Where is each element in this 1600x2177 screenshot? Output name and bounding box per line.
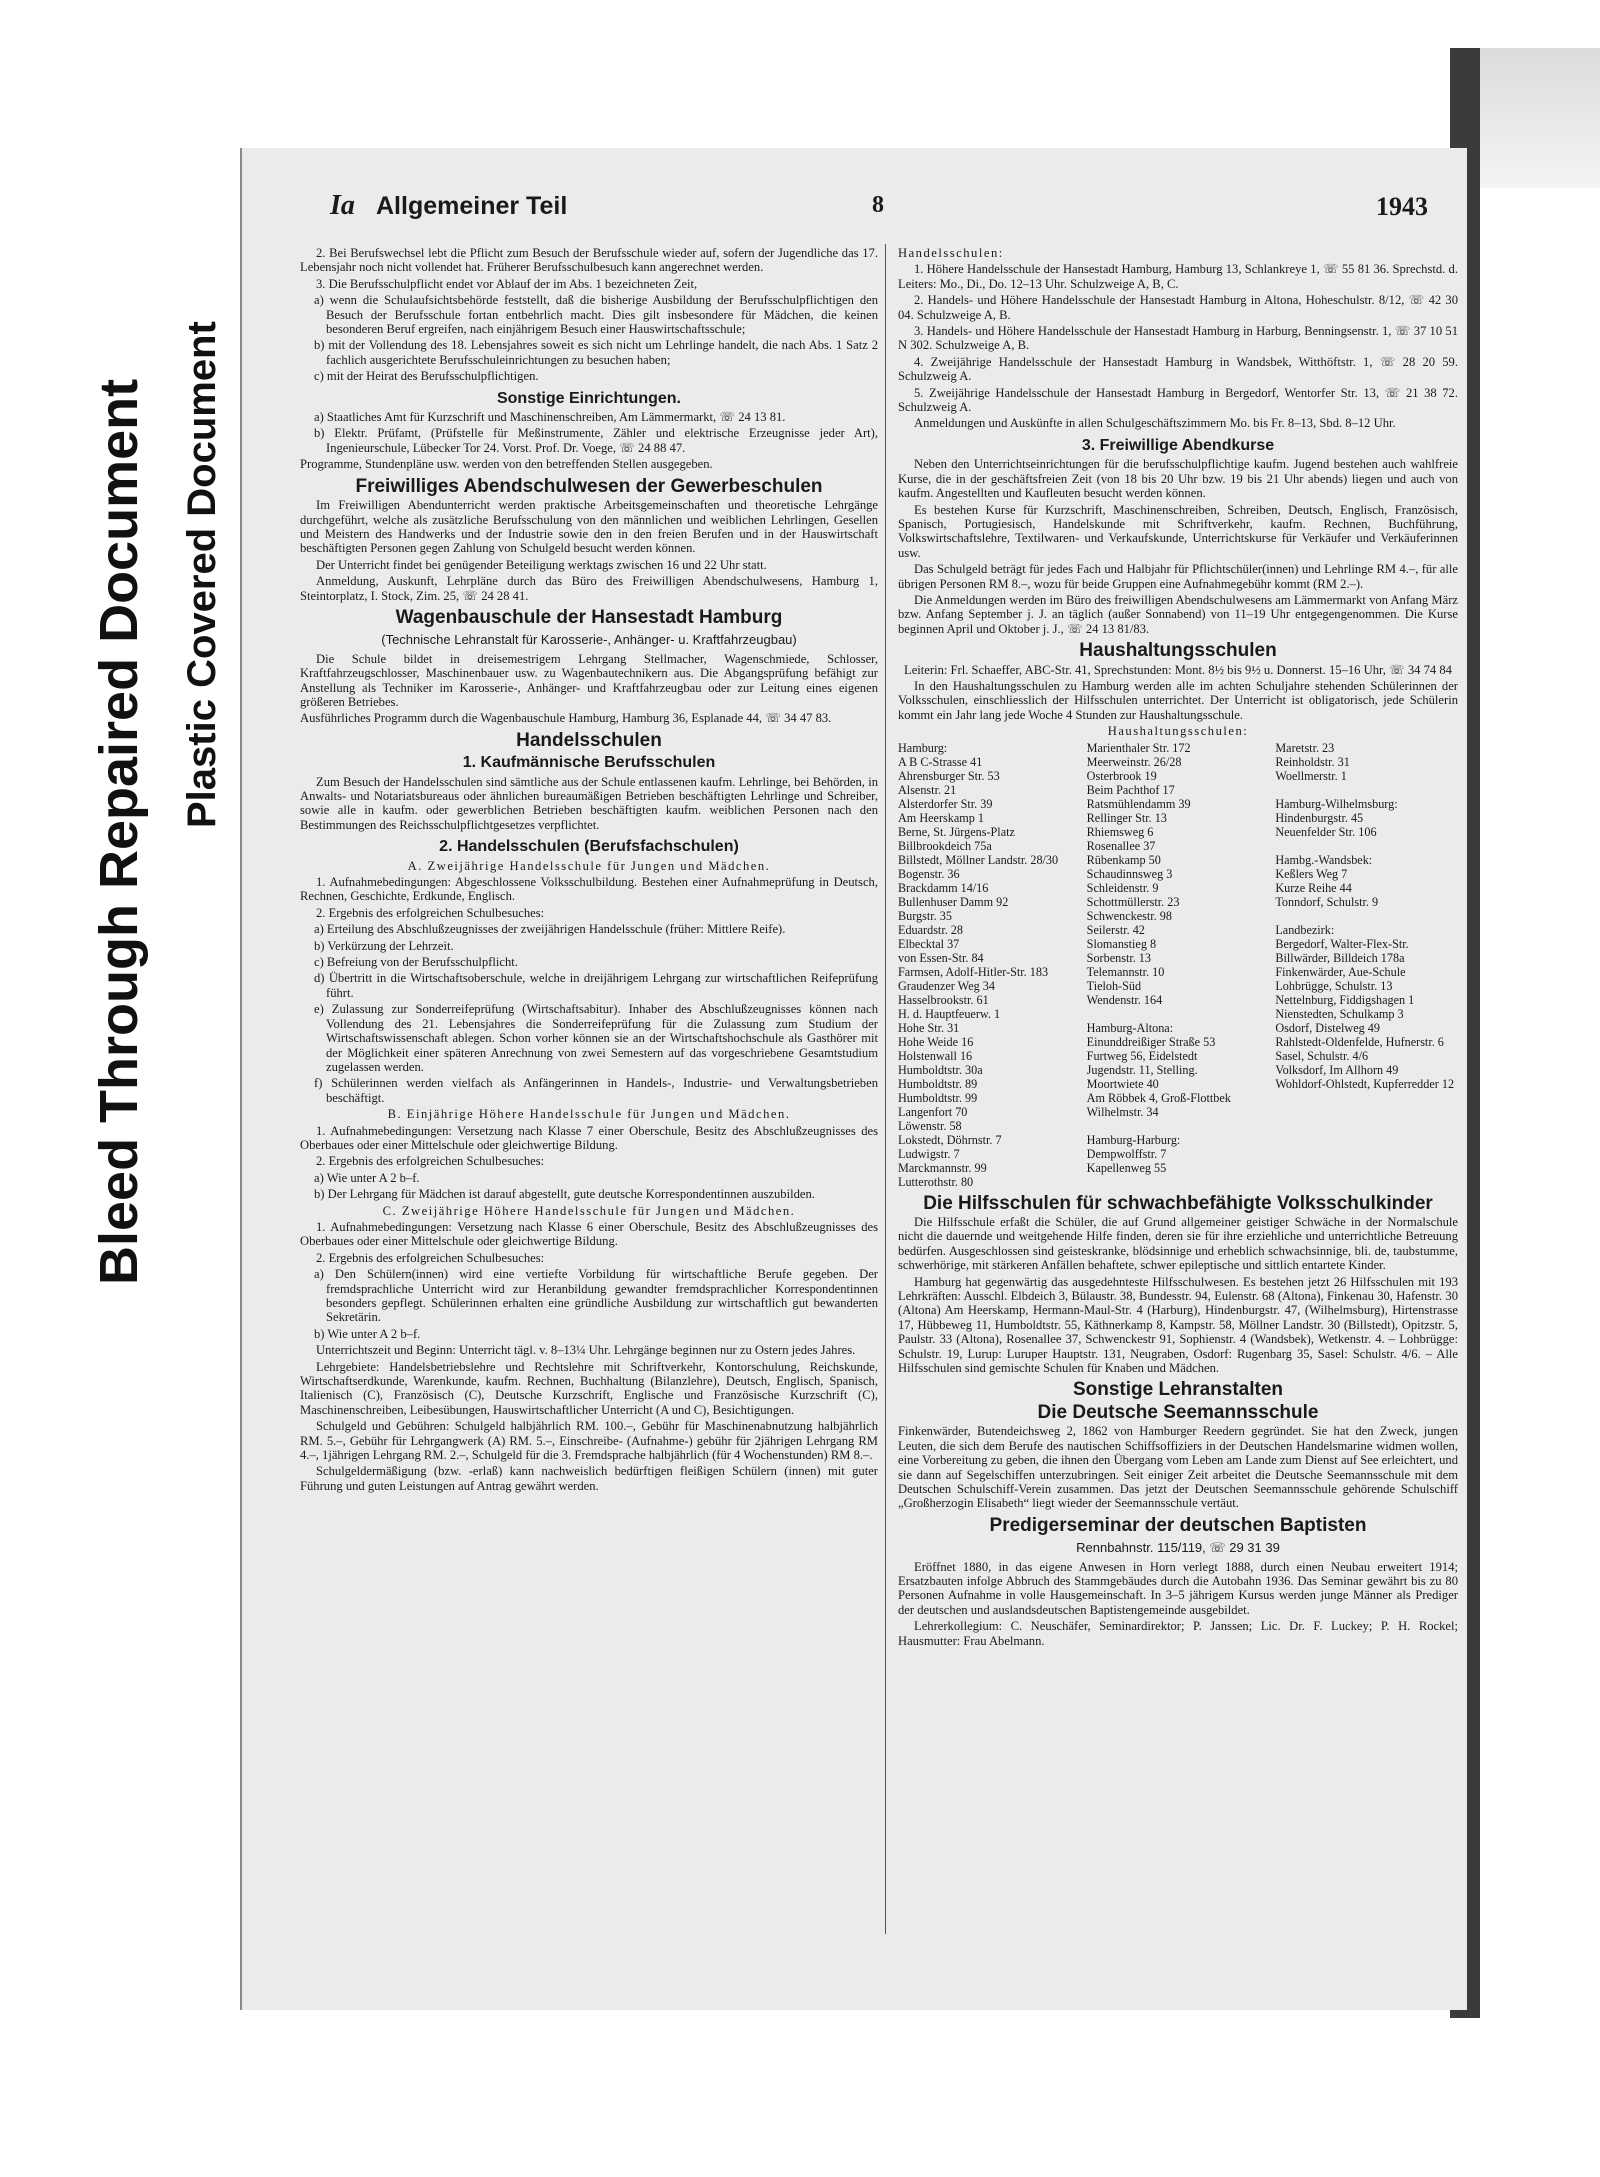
- list-item: d) Übertritt in die Wirtschaftsoberschule, welche in dreijährigem Lehrgang zur wirtschaftlichen Reifeprüfung führt.: [314, 971, 878, 1000]
- list-item: a) Staatliches Amt für Kurzschrift und Maschinenschreiben, Am Lämmermarkt, ☏ 24 13 81.: [314, 410, 786, 425]
- heading-berufsfachschulen: 2. Handelsschulen (Berufsfachschulen): [439, 838, 739, 856]
- subheading: C. Zweijährige Höhere Handelsschule für Jungen und Mädchen.: [382, 1203, 796, 1218]
- book-edge: [1460, 48, 1600, 188]
- paragraph: Es bestehen Kurse für Kurzschrift, Maschinenschreiben, Schreiben, Deutsch, Englisch, Französisch, Spanisch, Portugiesisch, Handelskunde mit Schriftverkehr, kaufm. Rechnen, Buchführung, Volkswirtschaftslehre, Textilwaren- und Verkaufskunde, Unterrichtskurse für Verkäufer und Verkäuferinnen usw.: [898, 502, 1458, 560]
- list-item: b) mit der Vollendung des 18. Lebensjahres soweit es sich nicht um Lehrlinge handelt, die nach Abs. 1 Satz 2 fachlich ausgerichtete Berufsschuleinrichtungen zu besuchen haben;: [314, 338, 878, 367]
- address-list-column-3: Maretstr. 23 Reinholdstr. 31 Woellmerstr. 1 Hamburg-Wilhelmsburg: Hindenburgstr. 45 Neuenfelder Str. 106 Hambg.-Wandsbek: Keßlers Weg 7 Kurze Reihe 44 Tonndorf, Schulstr. 9 Landbezirk: Bergedorf, Walter-Flex-Str. Billwärder, Billdeich 178a Finkenwärder, Aue-Schule Lohbrügge, Schulstr. 13 Nettelnburg, Fiddigshagen 1 Nienstedten, Schulkamp 3 Osdorf, Distelweg 49 Rahlstedt-Oldenfelde, Hufnerstr. 6 Sasel, Schulstr. 4/6 Volksdorf, Im Allhorn 49 Wohldorf-Ohlstedt, Kupferredder 12: [1275, 740, 1455, 1091]
- paragraph: 2. Bei Berufswechsel lebt die Pflicht zum Besuch der Berufsschule wieder auf, sofern der Jugendliche das 17. Lebensjahr noch nicht vollendet hat. Früherer Berufsschulbesuch kann angerechnet werden.: [300, 246, 878, 275]
- scan-top-margin: [0, 0, 1600, 48]
- column-rule: [885, 244, 886, 1934]
- list-item: a) Erteilung des Abschlußzeugnisses der zweijährigen Handelsschule (früher: Mittlere Reife).: [314, 922, 786, 937]
- paragraph: Anmeldung, Auskunft, Lehrpläne durch das Büro des Freiwilligen Abendschulwesens, Hamburg 1, Steintorplatz, I. Stock, Zim. 25, ☏ 24 28 41.: [300, 574, 878, 603]
- subheading: Rennbahnstr. 115/119, ☏ 29 31 39: [1076, 1540, 1280, 1556]
- page-header: [330, 190, 1430, 230]
- paragraph: 2. Ergebnis des erfolgreichen Schulbesuches:: [316, 905, 545, 920]
- paragraph: Der Unterricht findet bei genügender Beteiligung werktags zwischen 16 und 22 Uhr statt.: [316, 557, 767, 572]
- heading-wagenbauschule: Wagenbauschule der Hansestadt Hamburg: [395, 606, 783, 628]
- list-item: 2. Handels- und Höhere Handelsschule der Hansestadt Hamburg in Altona, Hoheschulstr. 8/12, ☏ 42 30 04. Schulzweige A, B.: [898, 293, 1458, 322]
- address-list-column-2: Marienthaler Str. 172 Meerweinstr. 26/28 Osterbrook 19 Beim Pachthof 17 Ratsmühlendamm 39 Rellinger Str. 13 Rhiemsweg 6 Rosenallee 37 Rübenkamp 50 Schaudinnsweg 3 Schleidenstr. 9 Schottmüllerstr. 23 Schwenckestr. 98 Seilerstr. 42 Slomanstieg 8 Sorbenstr. 13 Telemannstr. 10 Tieloh-Süd Wendenstr. 164 Hamburg-Altona: Einunddreißiger Straße 53 Furtweg 56, Eidelstedt Jugendstr. 11, Stelling. Moortwiete 40 Am Röbbek 4, Groß-Flottbek Wilhelmstr. 34 Hamburg-Harburg: Dempwolffstr. 7 Kapellenweg 55: [1086, 740, 1231, 1175]
- right-column: [898, 246, 1458, 1946]
- heading-hilfsschulen: Die Hilfsschulen für schwachbefähigte Volksschulkinder: [923, 1192, 1433, 1214]
- list-item: a) Wie unter A 2 b–f.: [314, 1170, 420, 1185]
- subheading: Haushaltungsschulen:: [1107, 724, 1249, 739]
- heading-haushaltungsschulen: Haushaltungsschulen: [1079, 640, 1277, 662]
- paragraph: Neben den Unterrichtseinrichtungen für die berufsschulpflichtige kaufm. Jugend bestehen auch wahlfreie Kurse, die in der geschäftsfreien Zeit (von 18 bis 20 Uhr bzw. 19 bis 21 Uhr abends) liegen und auch von kaufm. Angestellten und Kaufleuten besucht werden können.: [898, 457, 1458, 501]
- heading-kaufm-berufsschulen: 1. Kaufmännische Berufsschulen: [462, 754, 716, 772]
- paragraph: 3. Die Berufsschulpflicht endet vor Ablauf der im Abs. 1 bezeichneten Zeit,: [316, 276, 698, 291]
- list-item: b) Verkürzung der Lehrzeit.: [314, 938, 454, 953]
- list-item: b) Wie unter A 2 b–f.: [314, 1326, 421, 1341]
- list-item: b) Der Lehrgang für Mädchen ist darauf abgestellt, gute deutsche Korrespondentinnen auszubilden.: [314, 1187, 815, 1202]
- paragraph: Anmeldungen und Auskünfte in allen Schulgeschäftszimmern Mo. bis Fr. 8–13, Sbd. 8–12 Uhr.: [914, 416, 1396, 431]
- paragraph: Die Schule bildet in dreisemestrigem Lehrgang Stellmacher, Wagenschmiede, Schlosser, Kraftfahrzeugschlosser, Maschinenbauer usw. zu Wagenbautechnikern aus. Die Abgangsprüfung befähigt zur Anstellung als Techniker im Karosserie-, Anhänger- und Kraftfahrzeugbau oder zur Leitung eines eigenen größeren Betriebes.: [300, 651, 878, 709]
- list-item: 5. Zweijährige Handelsschule der Hansestadt Hamburg in Bergedorf, Wentorfer Str. 13, ☏ 21 38 72. Schulzweig A.: [898, 385, 1458, 415]
- paragraph: Programme, Stundenpläne usw. werden von den betreffenden Stellen ausgegeben.: [300, 457, 713, 472]
- list-item: 1. Höhere Handelsschule der Hansestadt Hamburg, Hamburg 13, Schlankreye 1, ☏ 55 81 36. Sprechstd. d. Leiters: Mo., Di., Do. 12–13 Uhr. Schulzweige A, B, C.: [898, 262, 1458, 291]
- paragraph: Die Hilfsschule erfaßt die Schüler, die auf Grund allgemeiner geistiger Schwäche in der Normalschule nicht die dauernde und weitgehende Hilfe finden, deren sie für ihre erziehliche und unterrichtliche Betreuung bedürfen. Ausgeschlossen sind geisteskranke, blödsinnige und erheblich schwachsinnige, bli. de, taubstumme, schwerhörige, mit stärkeren Anfällen behaftete, schwer epileptische und sittlich entartete Kinder.: [898, 1215, 1458, 1273]
- paragraph: Eröffnet 1880, in das eigene Anwesen in Horn verlegt 1888, durch einen Neubau erweitert 1914; Ersatzbauten infolge Abbruch des Stammgebäudes durch die Autobahn 1936. Das Seminar gewährt bis zu 80 Personen Aufnahme in volle Hausgemeinschaft. In 3–5 jährigem Kursus werden junge Männer als Prediger der deutschen und auslandsdeutschen Baptistengemeinde ausgebildet.: [898, 1559, 1458, 1617]
- paragraph: 2. Ergebnis des erfolgreichen Schulbesuches:: [316, 1154, 545, 1169]
- school-address-list: [898, 741, 1458, 1189]
- subheading: B. Einjährige Höhere Handelsschule für Jungen und Mädchen.: [387, 1107, 791, 1122]
- paragraph: 2. Ergebnis des erfolgreichen Schulbesuches:: [316, 1250, 545, 1265]
- paragraph: 1. Aufnahmebedingungen: Abgeschlossene Volksschulbildung. Bestehen einer Aufnahmeprüfung in Deutsch, Rechnen, Geschichte, Erdkunde, Englisch.: [300, 875, 878, 904]
- list-item: 3. Handels- und Höhere Handelsschule der Hansestadt Hamburg in Harburg, Benningsenstr. 1, ☏ 37 10 51 N 302. Schulzweige A, B.: [898, 324, 1458, 353]
- paragraph: Finkenwärder, Butendeichsweg 2, 1862 von Hamburger Reedern gegründet. Sie hat den Zweck, jungen Leuten, die sich dem Berufe des nautischen Schiffsoffiziers in der Deutschen Handelsmarine widmen wollen, eine Vorbereitung zu geben, die ihnen den Übergang vom Leben am Lande zum Dienst auf See erleichtert, und sie dann auf Segelschiffen unterzubringen. Seit einiger Zeit arbeitet die Deutsche Seemannsschule mit dem Deutschen Schulschiff-Verein zusammen. Das jetzt der Deutschen Seemannsschule gehörende Schulschiff „Großherzogin Elisabeth“ liegt wieder der Seemannsschule vertäut.: [898, 1424, 1458, 1511]
- section-title: Allgemeiner Teil: [376, 192, 568, 220]
- paragraph: Leiterin: Frl. Schaeffer, ABC-Str. 41, Sprechstunden: Mont. 8½ bis 9½ u. Donnerst. 15–16 Uhr, ☏ 34 74 84: [904, 662, 1452, 677]
- list-item: a) wenn die Schulaufsichtsbehörde feststellt, daß die bisherige Ausbildung der Berufsschulpflichtigen den Besuch der Berufsschule fortan entbehrlich macht. Dies gilt insbesondere für Mädchen, die keinen besonderen Beruf ergreifen, nach einjährigem Besuch einer Hauswirtschaftsschule;: [314, 293, 878, 337]
- bleed-through-label: Bleed Through Repaired Document: [89, 378, 149, 1285]
- year: 1943: [1376, 192, 1428, 221]
- paragraph: Lehrerkollegium: C. Neuschäfer, Seminardirektor; P. Janssen; Lic. Dr. F. Luckey; P. H. Rockel; Hausmutter: Frau Abelmann.: [898, 1619, 1458, 1648]
- paragraph: 1. Aufnahmebedingungen: Versetzung nach Klasse 6 einer Oberschule, Besitz des Abschlußzeugnisses des Oberbaues oder einer Mittelschule oder gleichwertige Bildung.: [300, 1219, 878, 1249]
- list-item: c) mit der Heirat des Berufsschulpflichtigen.: [314, 369, 539, 384]
- subheading: (Technische Lehranstalt für Karosserie-, Anhänger- u. Kraftfahrzeugbau): [381, 632, 797, 648]
- list-item: c) Befreiung von der Berufsschulpflicht.: [314, 955, 518, 970]
- paragraph: In den Haushaltungsschulen zu Hamburg werden alle im achten Schuljahre stehenden Schülerinnen der Volksschulen, einschliesslich der Hilfsschulen unterrichtet. Der Unterricht ist obligatorisch, jede Schülerin kommt ein Jahr lang jede Woche 4 Stunden zur Haushaltungsschule.: [898, 678, 1458, 722]
- heading-handelsschulen: Handelsschulen: [516, 729, 662, 751]
- paragraph: Schulgeld und Gebühren: Schulgeld halbjährlich RM. 100.–, Gebühr für Maschinenabnutzung halbjährlich RM. 5.–, Gebühr für Lehrgangwerk (A) RM. 5.–, Einschreibe- (Aufnahme-) gebühr für 2jährigen Lehrgang RM 4.–, 1jährigen Lehrgang RM. 2.–, Schulgeld für die 3. Fremdsprache halbjährlich (für 4 Wochenstunden) RM 8.–.: [300, 1419, 878, 1463]
- paragraph: Zum Besuch der Handelsschulen sind sämtliche aus der Schule entlassenen kaufm. Lehrlinge, bei Behörden, in Anwalts- und Notariatsbureaus oder ähnlichen bureaumäßigen Betrieben beschäftigten Lehrlinge und Schreiber, sowie alle in kaufm. oder gewerblichen Betrieben beschäftigten kaufm. weiblichen Personen nach den Bestimmungen des Reichsschulpflichtgesetzes verpflichtet.: [300, 774, 878, 832]
- paragraph: Im Freiwilligen Abendunterricht werden praktische Arbeitsgemeinschaften und theoretische Lehrgänge durchgeführt, welche als zusätzliche Berufsschulung von den männlichen und weiblichen Lehrlingen, Gesellen und Meistern des Handwerks und der Industrie sowie den in den freien Berufen und in der Hauswirtschaft beschäftigten Personen gegen Zahlung von Schulgeld besucht werden können.: [300, 498, 878, 556]
- paragraph: Lehrgebiete: Handelsbetriebslehre und Rechtslehre mit Schriftverkehr, Kontorschulung, Reichskunde, Wirtschaftserdkunde, Warenkunde, kaufm. Rechnen, Buchhaltung (Bilanzlehre), Deutsch, Englisch, Spanisch, Italienisch (C), Französisch (C), Deutsche Kurzschrift, Englische und Französische Kurzschrift (C), Maschinenschreiben, Leibesübungen, Hauswirtschaftlicher Unterricht (A und C), Besichtigungen.: [300, 1359, 878, 1417]
- heading-sonstige-lehranstalten: Sonstige Lehranstalten: [1072, 1379, 1284, 1401]
- list-item: 4. Zweijährige Handelsschule der Hansestadt Hamburg in Wandsbek, Witthöftstr. 1, ☏ 28 20 59. Schulzweig A.: [898, 354, 1458, 384]
- heading-abendkurse: 3. Freiwillige Abendkurse: [1081, 436, 1275, 454]
- paragraph: Schulgeldermäßigung (bzw. -erlaß) kann nachweislich bedürftigen fleißigen Schülern (innen) mit guter Führung und guten Leistungen auf Antrag gewährt werden.: [300, 1464, 878, 1493]
- list-item: f) Schülerinnen werden vielfach als Anfängerinnen in Handels-, Industrie- und Verwaltungsbetrieben beschäftigt.: [314, 1076, 878, 1105]
- paragraph: Ausführliches Programm durch die Wagenbauschule Hamburg, Hamburg 36, Esplanade 44, ☏ 34 47 83.: [300, 711, 832, 726]
- paragraph: 1. Aufnahmebedingungen: Versetzung nach Klasse 7 einer Oberschule, Besitz des Abschlußzeugnisses des Oberbaues oder einer Mittelschule oder gleichwertige Bildung.: [300, 1123, 878, 1152]
- paragraph: Hamburg hat gegenwärtig das ausgedehnteste Hilfsschulwesen. Es bestehen jetzt 26 Hilfsschulen mit 193 Lehrkräften: Ausschl. Elbdeich 3, Bülaustr. 38, Bundesstr. 94, Eulenstr. 68 (Altona), Finkenau 30, Hafenstr. 30 (Altona) Am Heerskamp, Hermann-Maul-Str. 4 (Harburg), Hindenburgstr. 47, (Wilhelmsburg), Hirtenstrasse 17, Hübbeweg 11, Humboldtstr. 55, Käthnerkamp 8, Kampstr. 58, Möllner Landstr. 30 (Billstedt), Opitzstr. 5, Paulstr. 33 (Altona), Rosenallee 37, Schwenckestr 91, Sophienstr. 4 (Wandsbek), Wetkenstr. 4. – Lohbrügge: Schulstr. 19, Lurup: Luruper Hauptstr. 131, Neugraben, Osdorf: Rugenbarg 35, Sasel: Schulstr. 4/6. – Alle Hilfsschulen sind gemischte Schulen für Knaben und Mädchen.: [898, 1274, 1458, 1376]
- section-mark: Ia: [330, 190, 355, 221]
- list-item: e) Zulassung zur Sonderreifeprüfung (Wirtschaftsabitur). Inhaber des Abschlußzeugnisses können nach Vollendung des 21. Lebensjahres die Sonderreifeprüfung für die Zulassung zum Studium der Wirtschaftswissenschaft ablegen. Schon vorher können sie an der Wirtschaftshochschule als Gasthörer mit der Möglichkeit einer späteren Anrechnung von zwei Semestern auf das vorgeschriebene Gesamtstudium zugelassen werden.: [314, 1002, 878, 1074]
- subheading: Handelsschulen:: [898, 246, 1004, 260]
- heading-abendschulwesen: Freiwilliges Abendschulwesen der Gewerbeschulen: [355, 475, 823, 497]
- paragraph: Das Schulgeld beträgt für jedes Fach und Halbjahr für Pflichtschüler(innen) und Lehrlinge RM 4.–, für alle übrigen Personen RM 8.–, wozu für beide Gruppen eine Aufnahmegebühr kommt (RM 2.–).: [898, 562, 1458, 591]
- list-item: a) Den Schülern(innen) wird eine vertiefte Vorbildung für wirtschaftliche Berufe gegeben. Der fremdsprachliche Unterricht wird zur Heranbildung gewandter fremdsprachlicher Korrespondentinnen besonders gepflegt. Schülerinnen erhalten eine gründliche Ausbildung zur wirtschaftlich gut bewanderten Sekretärin.: [314, 1267, 878, 1325]
- list-item: b) Elektr. Prüfamt, (Prüfstelle für Meßinstrumente, Zähler und elektrische Erzeugnisse jeder Art), Ingenieurschule, Lübecker Tor 24. Vorst. Prof. Dr. Voege, ☏ 24 88 47.: [314, 426, 878, 455]
- address-list-column-1: Hamburg: A B C-Strasse 41 Ahrensburger Str. 53 Alsenstr. 21 Alsterdorfer Str. 39 Am Heerskamp 1 Berne, St. Jürgens-Platz Billbrookdeich 75a Billstedt, Möllner Landstr. 28/30 Bogenstr. 36 Brackdamm 14/16 Bullenhuser Damm 92 Burgstr. 35 Eduardstr. 28 Elbecktal 37 von Essen-Str. 84 Farmsen, Adolf-Hitler-Str. 183 Graudenzer Weg 34 Hasselbrookstr. 61 H. d. Hauptfeuerw. 1 Hohe Str. 31 Hohe Weide 16 Holstenwall 16 Humboldtstr. 30a Humboldtstr. 89 Humboldtstr. 99 Langenfort 70 Löwenstr. 58 Lokstedt, Döhrnstr. 7 Ludwigstr. 7 Marckmannstr. 99 Lutterothstr. 80: [898, 740, 1059, 1189]
- paragraph: Die Anmeldungen werden im Büro des freiwilligen Abendschulwesens am Lämmermarkt von Anfang März bzw. Anfang September j. J. an täglich (außer Sonnabend) von 11–19 Uhr entgegengenommen. Die Kurse beginnen April und Oktober j. J., ☏ 24 13 81/83.: [898, 592, 1458, 636]
- paragraph: Unterrichtszeit und Beginn: Unterricht tägl. v. 8–13¼ Uhr. Lehrgänge beginnen nur zu Ostern jedes Jahres.: [316, 1343, 856, 1358]
- heading-seemannsschule: Die Deutsche Seemannsschule: [1037, 1401, 1319, 1423]
- page-number: 8: [872, 192, 884, 218]
- left-column: [300, 246, 878, 1936]
- subheading: A. Zweijährige Handelsschule für Jungen und Mädchen.: [407, 858, 771, 873]
- heading-predigerseminar: Predigerseminar der deutschen Baptisten: [989, 1514, 1367, 1536]
- plastic-covered-label: Plastic Covered Document: [180, 321, 224, 828]
- heading-sonstige-einrichtungen: Sonstige Einrichtungen.: [496, 389, 681, 407]
